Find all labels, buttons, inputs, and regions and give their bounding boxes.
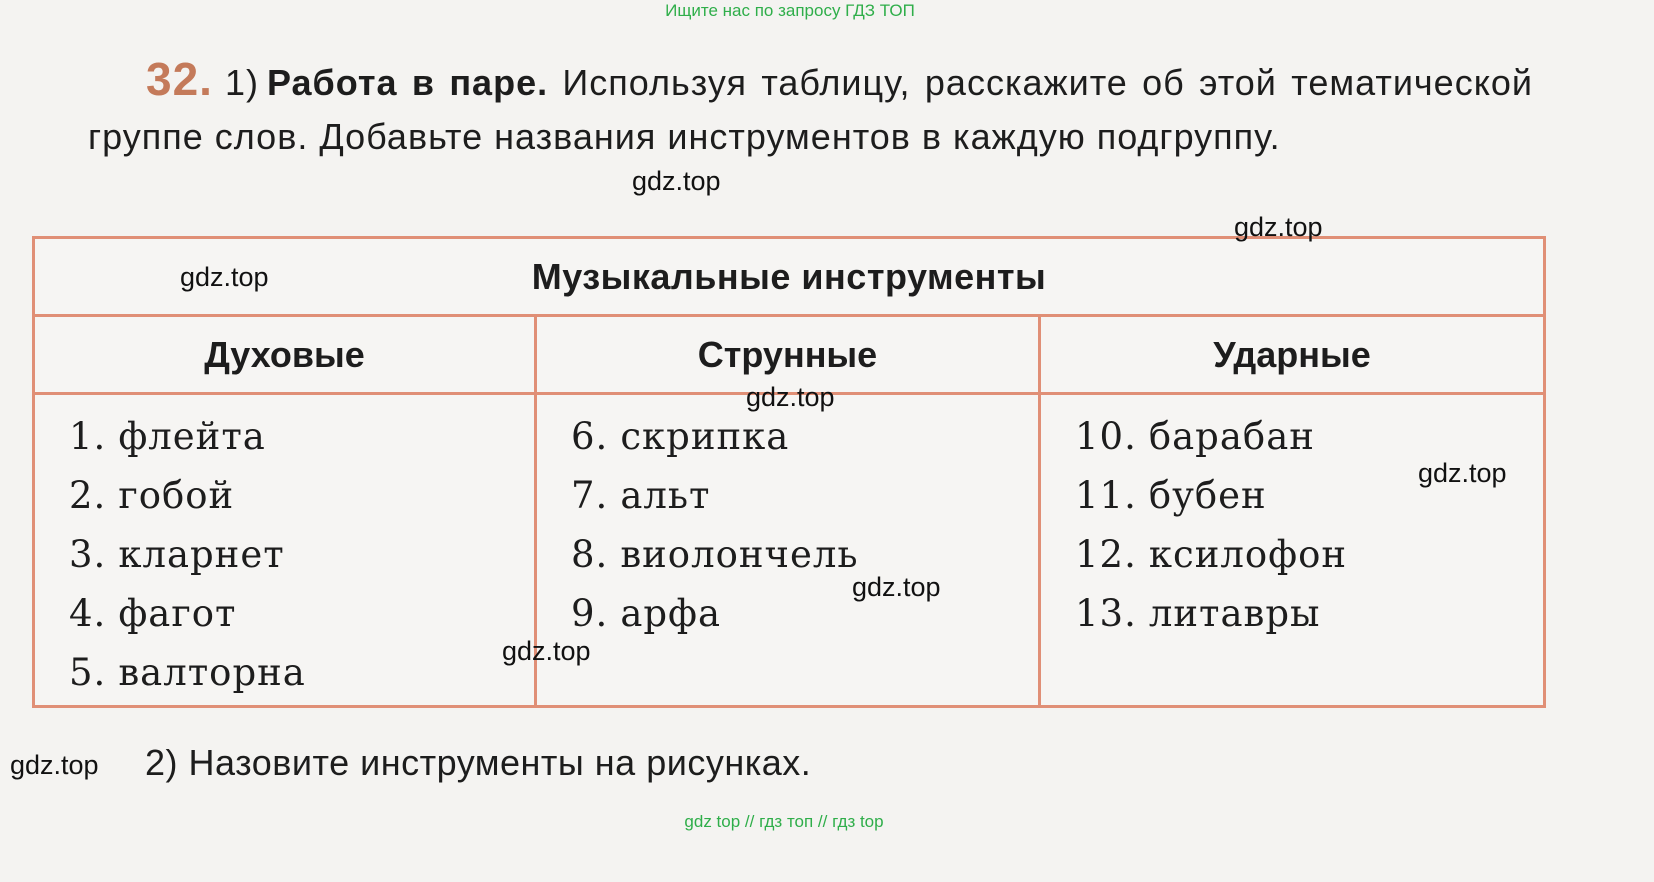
list-item: 4. фагот <box>69 592 237 635</box>
instruments-table <box>32 236 1546 708</box>
task-part-1: 1) <box>224 62 259 103</box>
list-item: 6. скрипка <box>571 415 790 458</box>
list-item: 9. арфа <box>571 592 722 635</box>
task-statement <box>88 52 1533 164</box>
top-banner: Ищите нас по запросу ГДЗ ТОП <box>665 1 915 20</box>
watermark: gdz.top <box>10 750 99 780</box>
list-item: 7. альт <box>571 474 711 517</box>
watermark: gdz.top <box>180 262 269 292</box>
list-item: 12. ксилофон <box>1075 533 1348 576</box>
table-body-row <box>35 395 1543 705</box>
watermark: gdz.top <box>1418 458 1507 488</box>
task-number: 32. <box>146 53 213 105</box>
header-string: Струнные <box>537 317 1041 392</box>
percussion-column <box>1041 395 1543 705</box>
string-column <box>537 395 1041 705</box>
table-title: Музыкальные инструменты <box>35 239 1543 317</box>
list-item: 11. бубен <box>1075 474 1267 517</box>
watermark: gdz.top <box>852 572 941 602</box>
watermark: gdz.top <box>502 636 591 666</box>
header-wind: Духовые <box>35 317 537 392</box>
list-item: 13. литавры <box>1075 592 1321 635</box>
task-part-2: 2) Назовите инструменты на рисунках. <box>145 742 812 783</box>
list-item: 1. флейта <box>69 415 266 458</box>
watermark: gdz.top <box>632 166 721 196</box>
list-item: 8. виолончель <box>571 533 859 576</box>
watermark: gdz.top <box>746 382 835 412</box>
watermark: gdz.top <box>1234 212 1323 242</box>
bottom-banner: gdz top // гдз топ // гдз top <box>684 812 884 831</box>
list-item: 2. гобой <box>69 474 235 517</box>
list-item: 5. валторна <box>69 651 306 694</box>
task-text: Используя таблицу, расскажите об этой тематической группе слов. Добавьте названия инструментов в каждую подгруппу. <box>88 62 1533 157</box>
wind-column <box>35 395 537 705</box>
header-percussion: Ударные <box>1213 333 1371 375</box>
task-bold-phrase: Работа в паре. <box>266 62 549 103</box>
list-item: 3. кларнет <box>69 533 285 576</box>
list-item: 10. барабан <box>1075 415 1315 458</box>
